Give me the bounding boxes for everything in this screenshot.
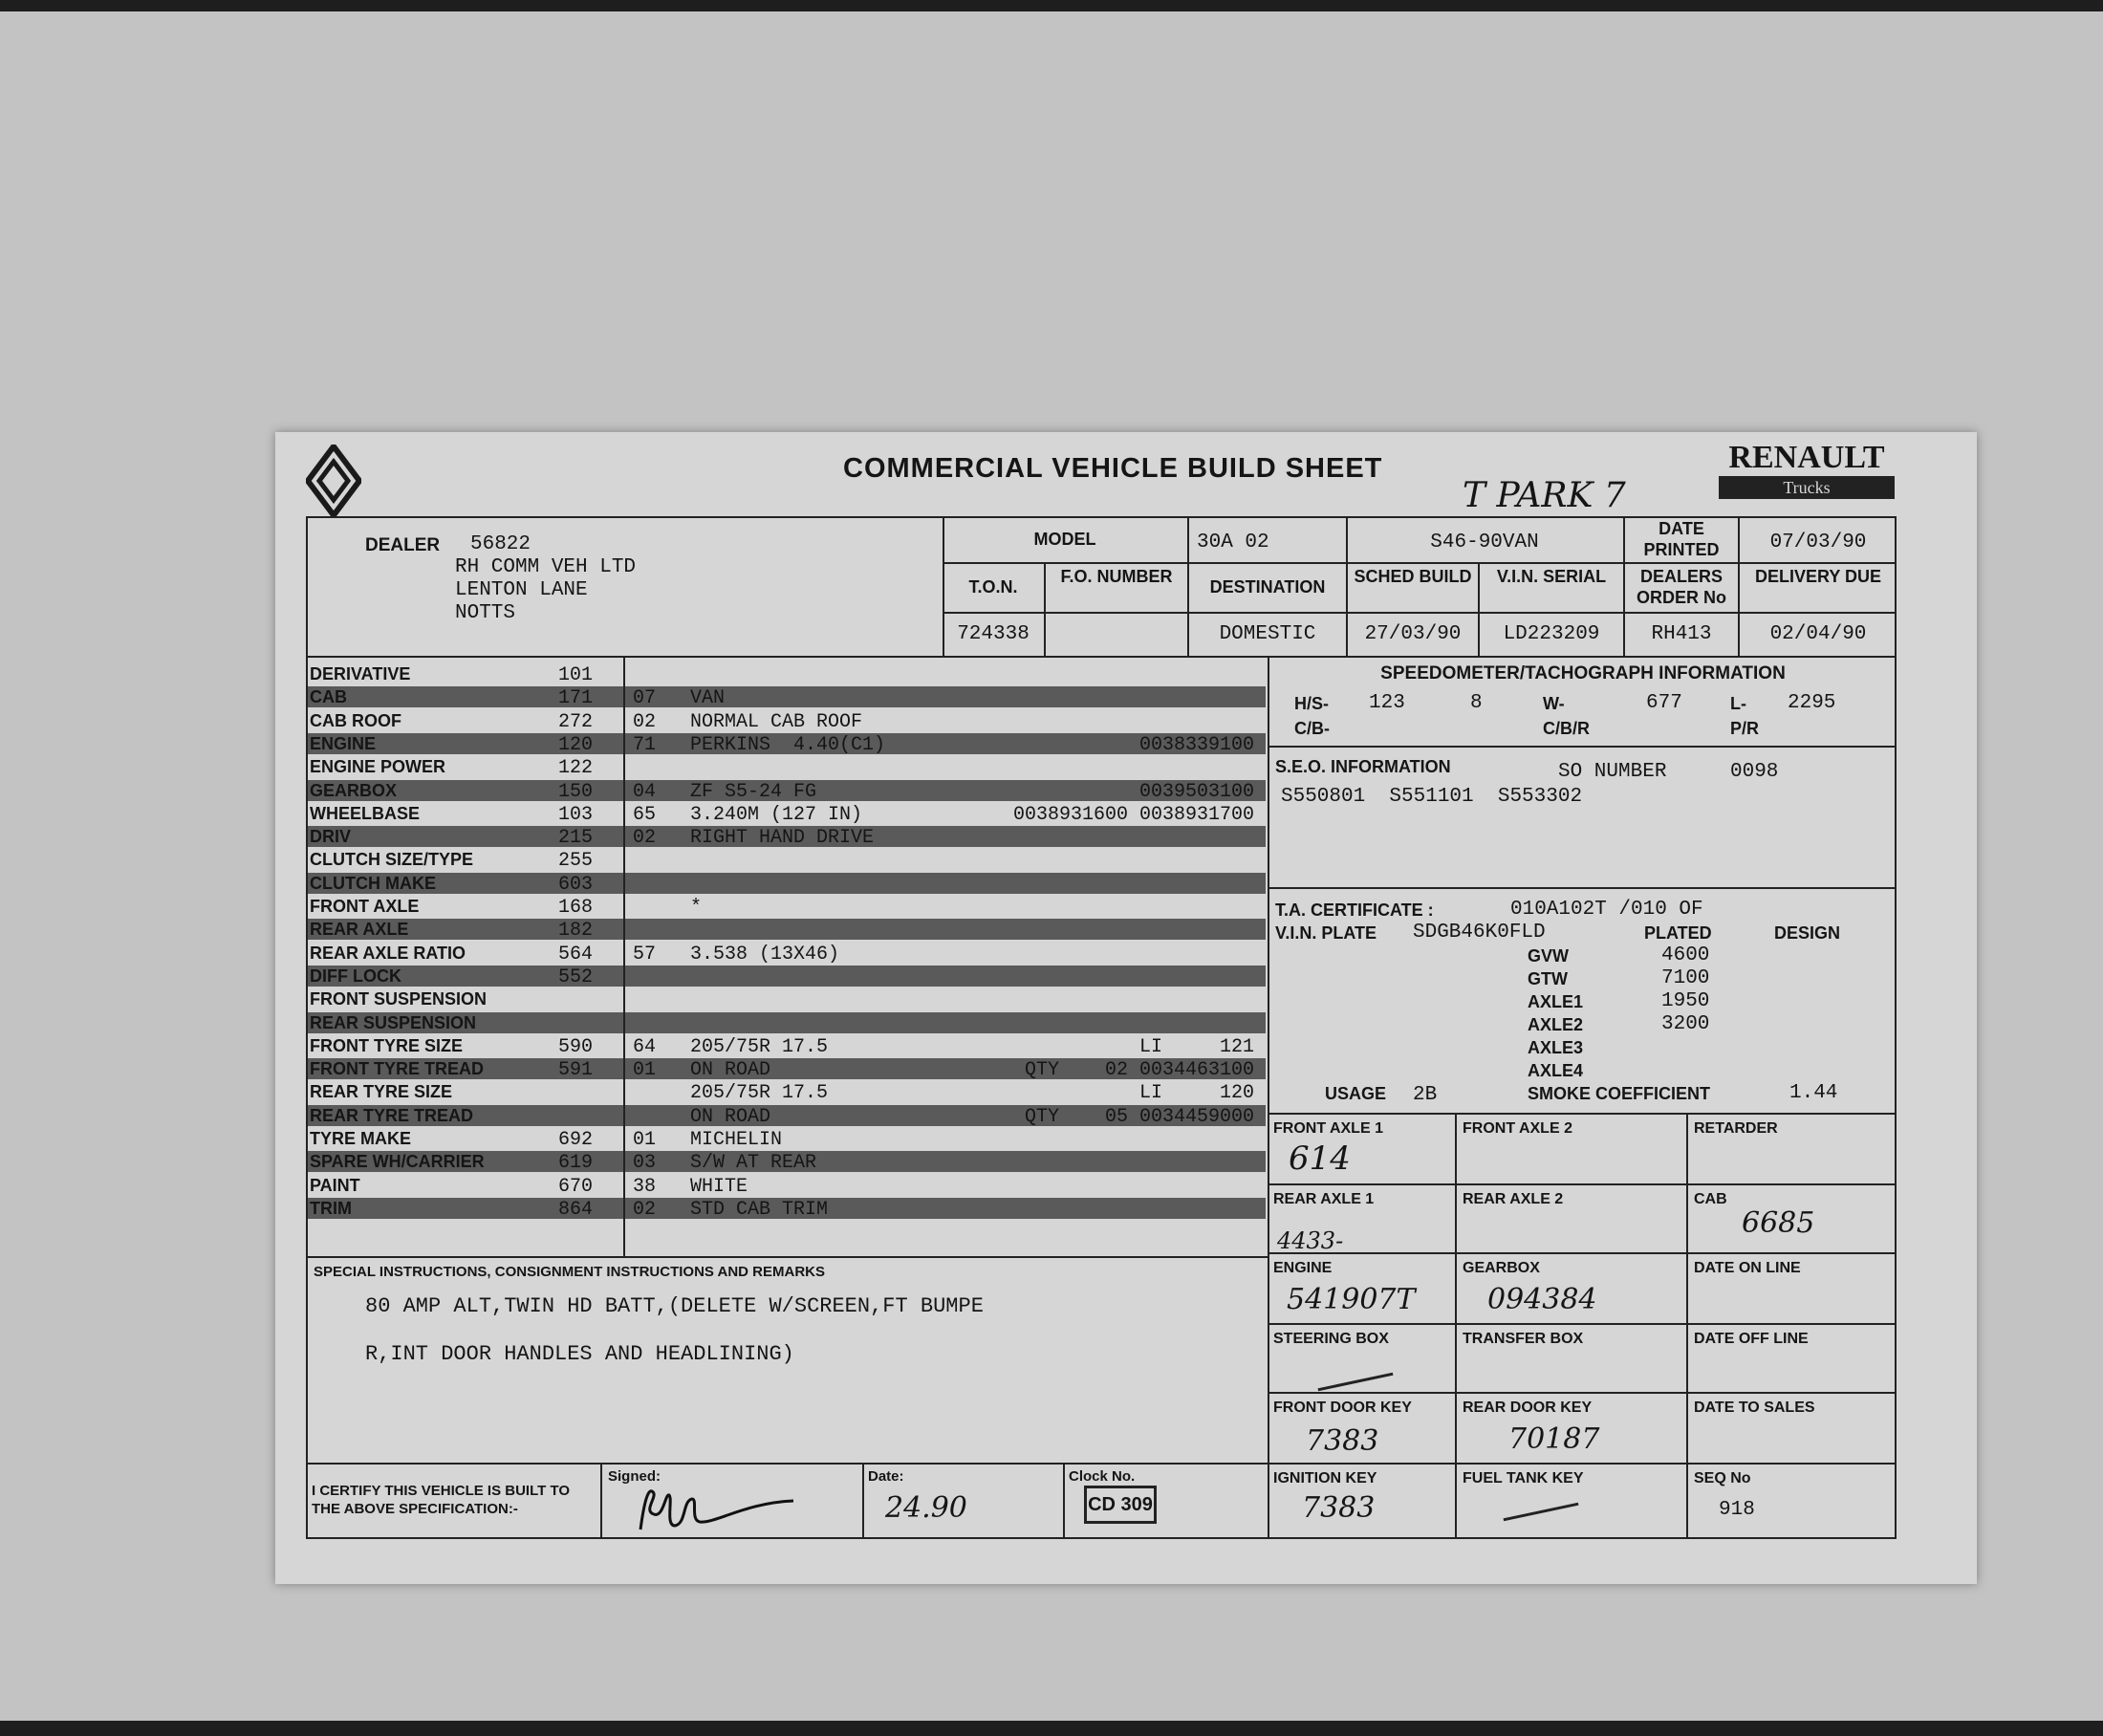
ignition-key-label: IGNITION KEY	[1273, 1470, 1377, 1486]
seq-label: SEQ No	[1694, 1470, 1751, 1486]
pr-label: P/R	[1730, 719, 1760, 738]
spec-row-label: DIFF LOCK	[310, 966, 401, 986]
front-axle-2-label: FRONT AXLE 2	[1463, 1120, 1572, 1137]
spec-row-description: WHITE	[690, 1176, 748, 1198]
so-number-value: 0098	[1730, 761, 1779, 783]
spec-row-code: 101	[558, 664, 594, 686]
speedo-title: SPEEDOMETER/TACHOGRAPH INFORMATION	[1380, 663, 1786, 684]
spec-row-option: 01	[633, 1059, 657, 1081]
gearbox-serial-label: GEARBOX	[1463, 1260, 1540, 1276]
spec-row-label: ENGINE	[310, 734, 377, 753]
weight-plated-value: 3200	[1661, 1013, 1710, 1035]
spec-row-description: S/W AT REAR	[690, 1152, 817, 1174]
ton-label: T.O.N.	[968, 577, 1018, 597]
so-number-label: SO NUMBER	[1558, 761, 1667, 783]
spec-row-label: REAR AXLE	[310, 920, 409, 939]
clock-no-label: Clock No.	[1069, 1468, 1136, 1485]
date-printed-label: DATE PRINTED	[1643, 519, 1720, 559]
spec-row-option: 38	[633, 1176, 657, 1198]
spec-row-label: CAB ROOF	[310, 711, 401, 730]
spec-row-option: 64	[633, 1036, 657, 1058]
spec-row-description: VAN	[690, 687, 726, 709]
destination-value: DOMESTIC	[1219, 623, 1316, 645]
spec-row-code: 168	[558, 897, 594, 919]
retarder-label: RETARDER	[1694, 1120, 1778, 1137]
spec-row-label: CLUTCH SIZE/TYPE	[310, 850, 474, 869]
grid-line	[623, 656, 625, 1256]
spec-row-stripe	[308, 873, 1266, 894]
spec-row-option: 01	[633, 1129, 657, 1151]
inspector-signature	[631, 1482, 803, 1535]
signed-label: Signed:	[608, 1468, 661, 1485]
spec-row-label: FRONT AXLE	[310, 897, 420, 916]
gearbox-serial-value: 094384	[1487, 1283, 1597, 1316]
ta-certificate-value: 010A102T /010 OF	[1510, 899, 1703, 921]
vin-plate-label: V.I.N. PLATE	[1275, 923, 1377, 943]
hs-label: H/S-	[1294, 694, 1329, 713]
spec-row-option: 04	[633, 781, 657, 803]
spec-row-label: TRIM	[310, 1199, 352, 1218]
weight-plated-value: 4600	[1661, 944, 1710, 966]
spec-row-label: REAR TYRE SIZE	[310, 1082, 453, 1101]
spec-row-label: TYRE MAKE	[310, 1129, 412, 1148]
cbr-label: C/B/R	[1543, 719, 1590, 738]
spec-row-code: 215	[558, 827, 594, 849]
spec-row-description: ON ROAD	[690, 1106, 771, 1128]
grid-line	[1455, 1113, 1457, 1537]
engine-serial-label: ENGINE	[1273, 1260, 1333, 1276]
spec-row-label: FRONT TYRE TREAD	[310, 1059, 484, 1078]
grid-line	[1268, 656, 1269, 1537]
front-axle-1-label: FRONT AXLE 1	[1273, 1120, 1383, 1137]
spec-row-stripe	[308, 966, 1266, 987]
ignition-key-value: 7383	[1302, 1491, 1376, 1525]
spec-row-extra: QTY 02 0034463100	[1024, 1059, 1254, 1081]
date-value: 24.90	[885, 1491, 967, 1525]
usage-value: 2B	[1413, 1084, 1438, 1106]
grid-line	[1268, 1113, 1897, 1115]
spec-row-label: WHEELBASE	[310, 804, 421, 823]
spec-row-code: 670	[558, 1176, 594, 1198]
trucks-brand-banner: Trucks	[1719, 476, 1895, 499]
spec-row-code: 864	[558, 1199, 594, 1221]
spec-row-option: 02	[633, 1199, 657, 1221]
fo-number-label: F.O. NUMBER	[1060, 567, 1173, 586]
spec-row-label: REAR AXLE RATIO	[310, 944, 466, 963]
weight-name: AXLE2	[1528, 1015, 1584, 1034]
grid-line	[1268, 887, 1897, 889]
cb-label: C/B-	[1294, 719, 1330, 738]
spec-row-description: STD CAB TRIM	[690, 1199, 829, 1221]
delivery-due-label: DELIVERY DUE	[1754, 567, 1882, 586]
date-label: Date:	[868, 1468, 904, 1485]
spec-row-extra: LI 121	[1138, 1036, 1254, 1058]
spec-row-code: 692	[558, 1129, 594, 1151]
smoke-coefficient-value: 1.44	[1789, 1082, 1838, 1104]
document-title: COMMERCIAL VEHICLE BUILD SHEET	[843, 453, 1383, 484]
spec-row-label: REAR SUSPENSION	[310, 1013, 477, 1032]
grid-line	[306, 1463, 1268, 1465]
vin-serial-value: LD223209	[1503, 623, 1600, 645]
special-instructions-line-1: 80 AMP ALT,TWIN HD BATT,(DELETE W/SCREEN,FT BUMPE	[365, 1294, 984, 1318]
weight-name: GTW	[1528, 969, 1568, 988]
dealer-street: LENTON LANE	[455, 579, 588, 601]
spec-row-label: REAR TYRE TREAD	[310, 1106, 474, 1125]
engine-serial-value: 541907T	[1287, 1283, 1416, 1316]
spec-row-code: 591	[558, 1059, 594, 1081]
grid-line	[600, 1463, 602, 1537]
grid-line	[943, 612, 1897, 614]
sched-build-value: 27/03/90	[1364, 623, 1462, 645]
cab-value: 6685	[1742, 1206, 1815, 1240]
spec-row-description: 3.538 (13X46)	[690, 944, 840, 966]
l-value: 2295	[1788, 692, 1836, 714]
grid-line	[1686, 1113, 1688, 1537]
spec-row-label: FRONT TYRE SIZE	[310, 1036, 464, 1055]
dealer-name: RH COMM VEH LTD	[455, 556, 637, 578]
steering-box-label: STEERING BOX	[1273, 1331, 1389, 1347]
sched-build-label: SCHED BUILD	[1354, 567, 1472, 586]
design-label: DESIGN	[1774, 923, 1841, 943]
grid-line	[1268, 1323, 1897, 1325]
spec-row-extra: 0038339100	[1138, 734, 1254, 756]
dealer-code: 56822	[470, 533, 531, 555]
spec-row-stripe	[308, 919, 1266, 940]
spec-row-description: RIGHT HAND DRIVE	[690, 827, 875, 849]
spec-row-label: CLUTCH MAKE	[310, 874, 436, 893]
grid-line	[943, 562, 1897, 564]
dealers-order-label: DEALERS ORDER No	[1637, 567, 1726, 607]
spec-row-description: MICHELIN	[690, 1129, 783, 1151]
spec-row-label: SPARE WH/CARRIER	[310, 1152, 485, 1171]
ton-value: 724338	[957, 623, 1030, 645]
spec-row-option: 03	[633, 1152, 657, 1174]
spec-row-description: PERKINS 4.40(C1)	[690, 734, 886, 756]
rear-door-key-value: 70187	[1508, 1422, 1600, 1456]
l-label: L-	[1730, 694, 1746, 713]
weight-name: GVW	[1528, 946, 1569, 966]
date-on-line-label: DATE ON LINE	[1694, 1260, 1801, 1276]
spec-row-option: 02	[633, 827, 657, 849]
spec-row-option: 07	[633, 687, 657, 709]
spec-row-code: 122	[558, 757, 594, 779]
date-printed-value: 07/03/90	[1769, 532, 1867, 553]
handwritten-park-note: T PARK 7	[1463, 476, 1626, 515]
front-axle-1-value: 614	[1289, 1139, 1351, 1178]
rear-axle-1-value: 4433-	[1277, 1227, 1344, 1254]
dealers-order-value: RH413	[1651, 623, 1712, 645]
usage-label: USAGE	[1325, 1084, 1387, 1103]
w-value: 677	[1646, 692, 1682, 714]
rear-axle-2-label: REAR AXLE 2	[1463, 1191, 1564, 1207]
clock-no-stamp: CD 309	[1084, 1486, 1157, 1524]
spec-row-option: 57	[633, 944, 657, 966]
front-door-key-value: 7383	[1306, 1424, 1379, 1458]
certify-statement: I CERTIFY THIS VEHICLE IS BUILT TO THE ABOVE SPECIFICATION:-	[312, 1483, 571, 1517]
weight-name: AXLE3	[1528, 1038, 1584, 1057]
spec-row-label: GEARBOX	[310, 781, 398, 800]
spec-row-code: 182	[558, 920, 594, 942]
hs-value: 123	[1369, 692, 1405, 714]
rear-door-key-label: REAR DOOR KEY	[1463, 1400, 1593, 1416]
destination-label: DESTINATION	[1209, 577, 1326, 597]
transfer-box-label: TRANSFER BOX	[1463, 1331, 1584, 1347]
rear-axle-1-label: REAR AXLE 1	[1273, 1191, 1375, 1207]
spec-row-option: 02	[633, 711, 657, 733]
spec-row-label: DRIV	[310, 827, 352, 846]
spec-row-extra: 0039503100	[1138, 781, 1254, 803]
hs-value-2: 8	[1470, 692, 1483, 714]
spec-row-option: 65	[633, 804, 657, 826]
spec-row-option: 71	[633, 734, 657, 756]
grid-line	[1268, 1183, 1897, 1185]
renault-brand-logo: RENAULT	[1728, 440, 1885, 475]
renault-diamond-logo	[306, 445, 361, 517]
dealer-label: DEALER	[365, 535, 441, 555]
delivery-due-value: 02/04/90	[1769, 623, 1867, 645]
spec-row-label: DERIVATIVE	[310, 664, 411, 684]
spec-row-code: 603	[558, 874, 594, 896]
spec-row-code: 564	[558, 944, 594, 966]
special-instructions-label: SPECIAL INSTRUCTIONS, CONSIGNMENT INSTRUCTIONS AND REMARKS	[314, 1264, 826, 1280]
seo-codes: S550801 S551101 S553302	[1281, 786, 1583, 808]
spec-row-code: 103	[558, 804, 594, 826]
seo-label: S.E.O. INFORMATION	[1275, 757, 1451, 776]
model-label: MODEL	[1033, 530, 1096, 549]
spec-row-extra: 0038931600 0038931700	[1012, 804, 1254, 826]
spec-row-code: 120	[558, 734, 594, 756]
spec-row-extra: LI 120	[1138, 1082, 1254, 1104]
spec-row-extra: QTY 05 0034459000	[1024, 1106, 1254, 1128]
grid-line	[306, 1256, 1268, 1258]
date-to-sales-label: DATE TO SALES	[1694, 1400, 1815, 1416]
spec-row-description: ZF S5-24 FG	[690, 781, 817, 803]
spec-row-description: 205/75R 17.5	[690, 1082, 829, 1104]
model-name: S46-90VAN	[1430, 532, 1539, 553]
grid-line	[862, 1463, 864, 1537]
dealer-town: NOTTS	[455, 602, 516, 624]
weight-plated-value: 7100	[1661, 967, 1710, 989]
spec-row-label: FRONT SUSPENSION	[310, 989, 488, 1009]
spec-row-code: 590	[558, 1036, 594, 1058]
spec-row-code: 619	[558, 1152, 594, 1174]
spec-row-code: 272	[558, 711, 594, 733]
spec-row-description: 205/75R 17.5	[690, 1036, 829, 1058]
grid-line	[1268, 746, 1897, 748]
weight-name: AXLE1	[1528, 992, 1584, 1011]
spec-row-description: *	[690, 897, 703, 919]
spec-row-label: CAB	[310, 687, 347, 706]
spec-row-code: 171	[558, 687, 594, 709]
spec-row-code: 150	[558, 781, 594, 803]
seq-value: 918	[1719, 1499, 1755, 1521]
vin-plate-value: SDGB46K0FLD	[1413, 922, 1546, 944]
front-door-key-label: FRONT DOOR KEY	[1273, 1400, 1412, 1416]
special-instructions-line-2: R,INT DOOR HANDLES AND HEADLINING)	[365, 1342, 794, 1366]
vin-serial-label: V.I.N. SERIAL	[1496, 567, 1607, 586]
spec-row-description: NORMAL CAB ROOF	[690, 711, 863, 733]
ta-certificate-label: T.A. CERTIFICATE :	[1275, 901, 1434, 920]
spec-row-label: ENGINE POWER	[310, 757, 446, 776]
spec-row-label: PAINT	[310, 1176, 360, 1195]
w-label: W-	[1543, 694, 1565, 713]
spec-row-description: 3.240M (127 IN)	[690, 804, 863, 826]
spec-row-code: 255	[558, 850, 594, 872]
plated-label: PLATED	[1644, 923, 1712, 943]
scan-border-bottom	[0, 1721, 2103, 1736]
weight-plated-value: 1950	[1661, 990, 1710, 1012]
grid-line	[306, 656, 1897, 658]
grid-line	[1268, 1252, 1897, 1254]
spec-row-description: ON ROAD	[690, 1059, 771, 1081]
cab-label: CAB	[1694, 1191, 1727, 1207]
date-off-line-label: DATE OFF LINE	[1694, 1331, 1809, 1347]
model-code: 30A 02	[1197, 532, 1269, 553]
grid-line	[1268, 1392, 1897, 1394]
weight-name: AXLE4	[1528, 1061, 1584, 1080]
grid-line	[1063, 1463, 1065, 1537]
spec-row-code: 552	[558, 966, 594, 988]
spec-row-stripe	[308, 686, 1266, 707]
smoke-coefficient-label: SMOKE COEFFICIENT	[1528, 1084, 1711, 1103]
fuel-tank-key-label: FUEL TANK KEY	[1463, 1470, 1584, 1486]
scan-border-top	[0, 0, 2103, 11]
grid-line	[1268, 1463, 1897, 1465]
